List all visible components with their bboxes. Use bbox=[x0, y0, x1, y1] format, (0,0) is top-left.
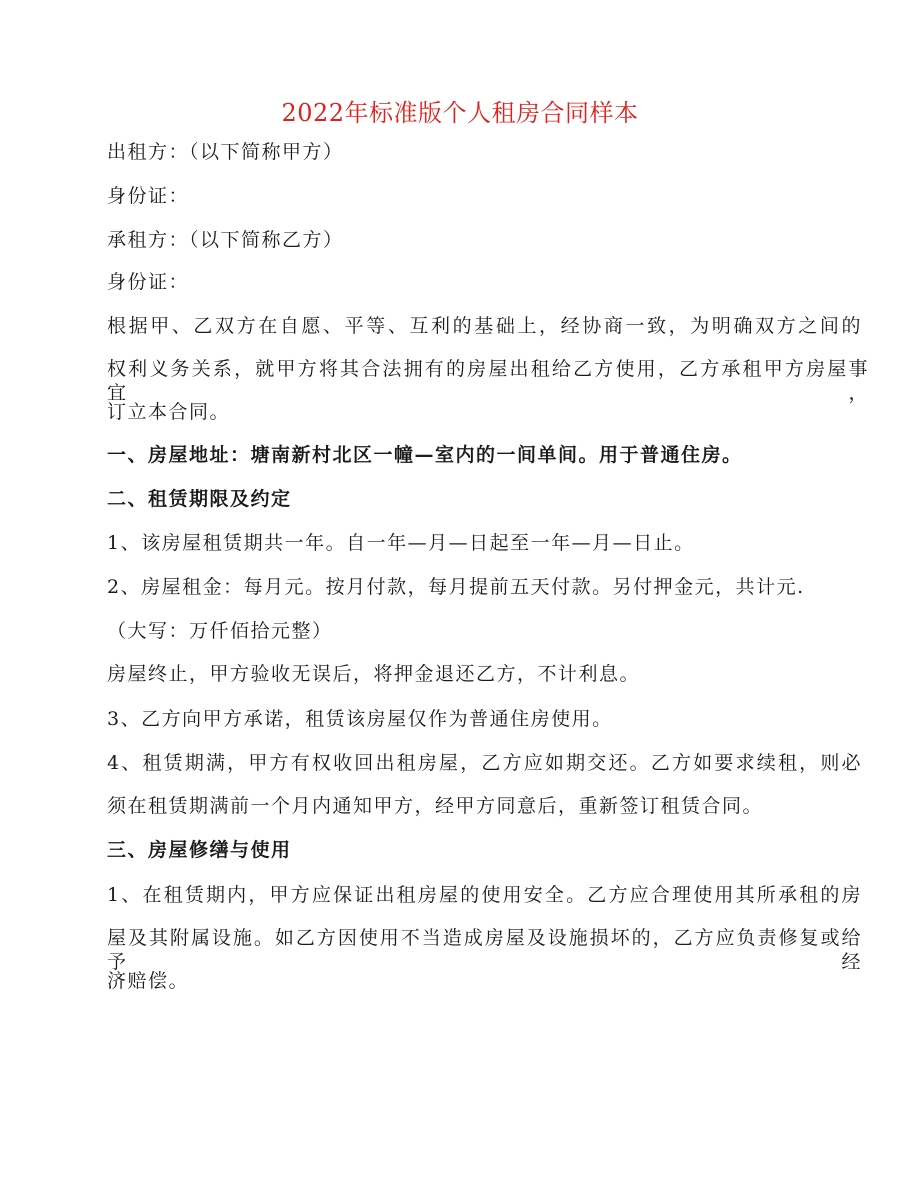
section-2-item-4-line-1: 4、租赁期满，甲方有权收回出租房屋，乙方应如期交还。乙方如要求续租，则必 bbox=[107, 752, 862, 774]
preamble-line-1: 根据甲、乙双方在自愿、平等、互利的基础上，经协商一致，为明确双方之间的 bbox=[107, 315, 862, 337]
lessor-line: 出租方：（以下简称甲方） bbox=[107, 141, 344, 163]
section-2-item-2-note: （大写：万仟佰拾元整） bbox=[107, 620, 333, 642]
section-3-item-1-line-1: 1、在租赁期内，甲方应保证出租房屋的使用安全。乙方应合理使用其所承租的房 bbox=[107, 884, 862, 906]
lessee-id-line: 身份证： bbox=[107, 271, 190, 293]
section-2-item-2-cont: 房屋终止，甲方验收无误后，将押金退还乙方，不计利息。 bbox=[107, 663, 641, 685]
section-2-item-3: 3、乙方向甲方承诺，租赁该房屋仅作为普通住房使用。 bbox=[107, 708, 613, 730]
lessor-id-line: 身份证： bbox=[107, 185, 190, 207]
document-title: 2022年标准版个人租房合同样本 bbox=[281, 99, 639, 127]
section-3-heading: 三、房屋修缮与使用 bbox=[107, 839, 292, 861]
lessee-line: 承租方：（以下简称乙方） bbox=[107, 229, 344, 251]
section-3-item-1-line-3: 济赔偿。 bbox=[107, 970, 190, 992]
section-2-heading: 二、租赁期限及约定 bbox=[107, 488, 292, 510]
preamble-line-2: 权利义务关系，就甲方将其合法拥有的房屋出租给乙方使用，乙方承租甲方房屋事宜， bbox=[107, 358, 869, 404]
section-2-item-4-line-2: 须在租赁期满前一个月内通知甲方，经甲方同意后，重新签订租赁合同。 bbox=[107, 795, 764, 817]
preamble-line-3: 订立本合同。 bbox=[107, 401, 231, 423]
section-1-heading: 一、房屋地址：塘南新村北区一幢—室内的一间单间。用于普通住房。 bbox=[107, 444, 743, 466]
section-3-item-1-line-2: 屋及其附属设施。如乙方因使用不当造成房屋及设施损坏的，乙方应负责修复或给予经 bbox=[107, 927, 862, 973]
section-2-item-2: 2、房屋租金：每月元。按月付款，每月提前五天付款。另付押金元，共计元. bbox=[107, 576, 805, 598]
section-2-item-1: 1、该房屋租赁期共一年。自一年—月—日起至一年—月—日止。 bbox=[107, 532, 695, 554]
